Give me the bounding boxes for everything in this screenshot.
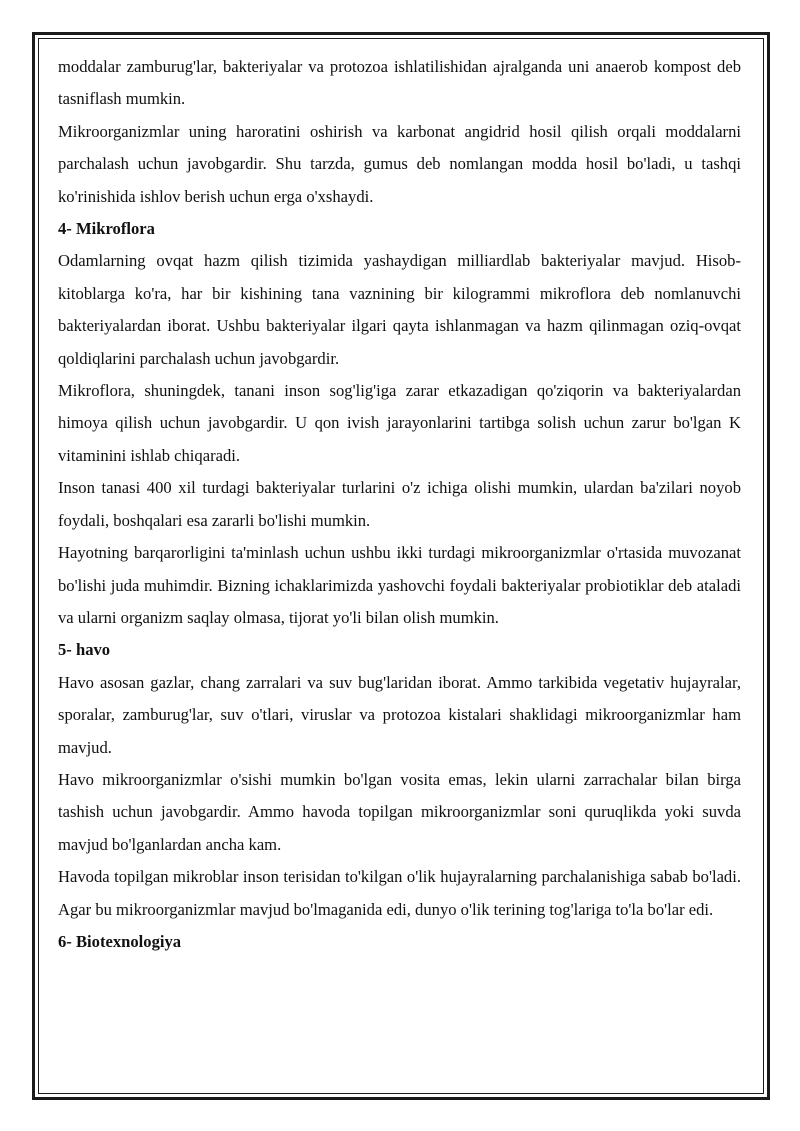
paragraph: Mikroflora, shuningdek, tanani inson sog'lig'iga zarar etkazadigan qo'ziqorin va bakteriyalardan himoya qilish uchun javobgardir. U qon ivish jarayonlarini tartibga solish uchun zarur bo'lgan K vitaminini ishlab chiqaradi. [58,381,741,465]
paragraph: moddalar zamburug'lar, bakteriyalar va protozoa ishlatilishidan ajralganda uni anaerob kompost deb tasniflash mumkin. [58,57,741,109]
section-heading-mikroflora: 4- Mikroflora [58,219,155,239]
paragraph: Inson tanasi 400 xil turdagi bakteriyalar turlarini o'z ichiga olishi mumkin, ulardan ba'zilari noyob foydali, boshqalari esa zararli bo'lishi mumkin. [58,478,741,530]
paragraph: Havo mikroorganizmlar o'sishi mumkin bo'lgan vosita emas, lekin ularni zarrachalar bilan birga tashish uchun javobgardir. Ammo havoda topilgan mikroorganizmlar soni quruqlikda yoki suvda mavjud bo'lganlardan ancha kam. [58,769,741,854]
paragraph: Mikroorganizmlar uning haroratini oshirish va karbonat angidrid hosil qilish orqali moddalarni parchalash uchun javobgardir. Shu tarzda, gumus deb nomlangan modda hosil bo'ladi, u tashqi ko'rinishida ishlov berish uchun erga o'xshaydi. [58,121,741,206]
document-body [58,51,741,958]
paragraph: Havoda topilgan mikroblar inson terisidan to'kilgan o'lik hujayralarning parchalanishiga sabab bo'ladi. Agar bu mikroorganizmlar mavjud bo'lmaganida edi, dunyo o'lik terining tog'lariga to'la bo'lar edi. [58,867,741,919]
section-heading-havo: 5- havo [58,640,111,660]
paragraph: Hayotning barqarorligini ta'minlash uchun ushbu ikki turdagi mikroorganizmlar o'rtasida muvozanat bo'lishi juda muhimdir. Bizning ichaklarimizda yashovchi foydali bakteriyalar probiotiklar deb ataladi va ularni organizm saqlay olmasa, tijorat yo'li bilan olish mumkin. [58,543,741,627]
section-heading-biotexnologiya: 6- Biotexnologiya [58,931,182,951]
paragraph: Havo asosan gazlar, chang zarralari va suv bug'laridan iborat. Ammo tarkibida vegetativ hujayralar, sporalar, zamburug'lar, suv o'tlari, viruslar va protozoa kistalari shaklidagi mikroorganizmlar ham mavjud. [58,672,741,757]
paragraph: Odamlarning ovqat hazm qilish tizimida yashaydigan milliardlab bakteriyalar mavjud. Hisob-kitoblarga ko'ra, har bir kishining tana vaznining bir kilogrammi mikroflora deb nomlanuvchi bakteriyalardan iborat. Ushbu bakteriyalar ilgari qayta ishlanmagan va hazm qilinmagan oziq-ovqat qoldiqlarini parchalash uchun javobgardir. [58,251,741,368]
